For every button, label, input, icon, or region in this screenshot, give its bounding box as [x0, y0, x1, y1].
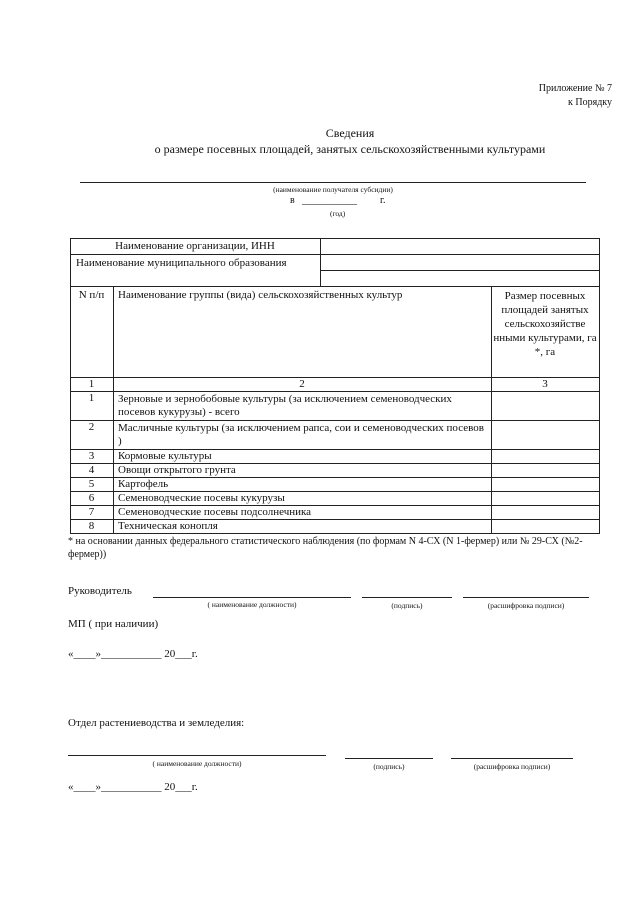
- row-name: Картофель: [118, 478, 169, 490]
- municipal-label: Наименование муниципального образования: [76, 257, 287, 269]
- row-num: 7: [88, 506, 95, 518]
- year-prefix: в: [290, 195, 295, 206]
- appendix-line1: Приложение № 7: [538, 83, 612, 94]
- row-num: 4: [88, 464, 95, 476]
- year-blank: ___________: [302, 195, 357, 206]
- row-num: 8: [88, 520, 95, 532]
- row-name: Овощи открытого грунта: [118, 464, 236, 476]
- title-line1: Сведения: [325, 126, 375, 140]
- signature2-caption-signature: (подпись): [373, 762, 405, 771]
- signature1-caption-position: ( наименование должности): [207, 600, 297, 609]
- signature2-label: Отдел растениеводства и земледелия:: [68, 717, 245, 729]
- row-name: Кормовые культуры: [118, 450, 212, 462]
- signature2-caption-position: ( наименование должности): [152, 759, 242, 768]
- signature1-caption-signature: (подпись): [391, 601, 423, 610]
- header-name: Наименование группы (вида) сельскохозяйственных культур: [118, 289, 403, 301]
- row-name: Семеноводческие посевы подсолнечника: [118, 506, 312, 518]
- row-name: Масличные культуры (за исключением рапса, сои и семеноводческих посевов ): [118, 422, 484, 447]
- header-num: N п/п: [78, 289, 105, 301]
- row-num: 6: [88, 492, 95, 504]
- index-col3: 3: [542, 378, 548, 390]
- signature2-caption-decode: (расшифровка подписи): [473, 762, 551, 771]
- signature2-signature-line: [345, 758, 433, 759]
- row-name: Зерновые и зернобобовые культуры (за исключением семеноводческих посевов кукурузы) - всего: [118, 393, 452, 418]
- org-label: Наименование организации, ИНН: [115, 240, 275, 252]
- stamp-label: МП ( при наличии): [68, 618, 159, 630]
- signature1-signature-line: [362, 597, 452, 598]
- title-line2: о размере посевных площадей, занятых сельскохозяйственными культурами: [154, 142, 546, 156]
- signature1-caption-decode: (расшифровка подписи): [487, 601, 565, 610]
- signature1-position-line: [153, 597, 351, 598]
- row-name: Техническая конопля: [118, 520, 218, 532]
- row-num: 3: [88, 450, 95, 462]
- recipient-caption: (наименование получателя субсидии): [273, 185, 393, 194]
- appendix-line2: к Порядку: [568, 97, 612, 108]
- signature1-decode-line: [463, 597, 589, 598]
- footnote: * на основании данных федерального статистического наблюдения (по формам N 4-СХ (N 1-фермер) или № 29-СХ (№2-фермер)): [68, 536, 583, 560]
- index-col1: 1: [88, 378, 95, 390]
- appendix-header: [539, 82, 612, 110]
- index-col2: 2: [299, 378, 305, 390]
- signature1-label: Руководитель: [68, 585, 132, 597]
- row-num: 5: [88, 478, 95, 490]
- signature2-date: «____»___________ 20___г.: [68, 781, 198, 793]
- header-size: Размер посевных площадей занятых сельскохозяйстве нными культурами, га *, га: [493, 290, 597, 358]
- row-num: 1: [88, 392, 95, 404]
- signature1-date: «____»___________ 20___г.: [68, 648, 198, 660]
- year-caption: (год): [330, 209, 346, 218]
- year-suffix: г.: [380, 195, 386, 206]
- recipient-line: [80, 182, 586, 183]
- signature2-position-line: [68, 755, 326, 756]
- signature2-decode-line: [451, 758, 573, 759]
- row-name: Семеноводческие посевы кукурузы: [118, 492, 285, 504]
- row-num: 2: [88, 421, 95, 433]
